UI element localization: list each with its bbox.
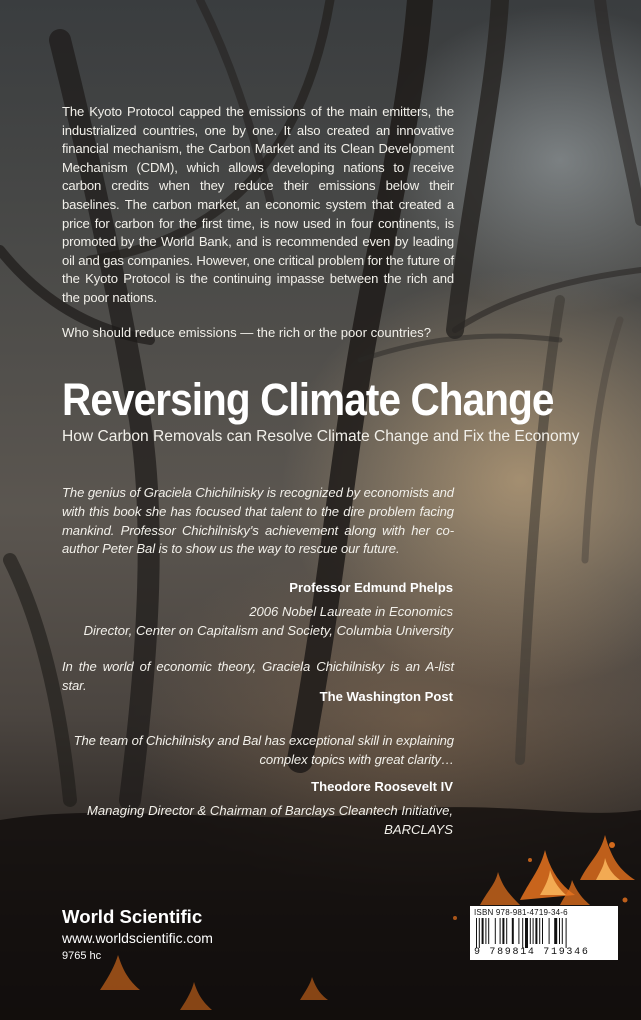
barcode-bar (539, 918, 540, 944)
barcode-bar (512, 918, 514, 944)
endorsement-role-line: 2006 Nobel Laureate in Economics (249, 604, 453, 619)
barcode-bar (566, 918, 567, 948)
isbn-barcode (470, 906, 618, 960)
barcode-bar (522, 918, 523, 948)
barcode-bar (476, 918, 477, 948)
barcode-bar (559, 918, 560, 944)
barcode-bar (482, 918, 484, 944)
barcode-bar (533, 918, 534, 944)
barcode-bar (488, 918, 489, 944)
barcode-bar (500, 918, 501, 944)
book-title: Reversing Climate Change (62, 374, 554, 425)
endorsement-author-washington-post: The Washington Post (319, 689, 453, 704)
barcode-bar (549, 918, 550, 944)
publisher-code: 9765 hc (62, 950, 102, 962)
barcode-digits: 9 789814 719346 (474, 947, 590, 958)
endorsement-quote-line: The team of Chichilnisky and Bal has exceptional skill in explaining (73, 733, 454, 748)
barcode-bar (495, 918, 496, 944)
barcode-bar (506, 918, 507, 944)
endorsement-quote-washington-post: In the world of economic theory, Graciela Chichilnisky is an A-list star. (62, 659, 454, 693)
barcode-bar (530, 918, 531, 944)
barcode-bar (562, 918, 563, 944)
publisher-website: www.worldscientific.com (62, 930, 213, 946)
endorsement-quote-phelps: The genius of Graciela Chichilnisky is recognized by economists and with this book she has focused that talent to the dire problem facing mankind. Professor Chichilnisky's achievement along with her co-author Peter Bal is to show us the way to rescue our future. (62, 485, 454, 557)
barcode-bar (479, 918, 480, 948)
isbn-number: ISBN 978-981-4719-34-6 (474, 908, 568, 917)
barcode-bar (502, 918, 504, 944)
endorsement-quote-line: complex topics with great clarity… (259, 751, 454, 767)
endorsement-role-line: Director, Center on Capitalism and Society, Columbia University (83, 622, 453, 638)
endorsement-role-line: Managing Director & Chairman of Barclays Cleantech Initiative, (86, 803, 453, 818)
barcode-bar (525, 918, 528, 948)
endorsement-role-line: BARCLAYS (384, 821, 453, 837)
barcode-bar (554, 918, 557, 944)
publisher-name: World Scientific (62, 906, 203, 927)
barcode-bars (474, 918, 614, 948)
endorsement-role-phelps (84, 603, 453, 641)
endorsement-role-roosevelt (87, 802, 453, 840)
barcode-bar (535, 918, 537, 944)
barcode-bar (518, 918, 519, 944)
endorsement-author-roosevelt: Theodore Roosevelt IV (311, 779, 453, 794)
intro-question: Who should reduce emissions — the rich or the poor countries? (62, 325, 431, 340)
barcode-bar (542, 918, 543, 944)
endorsement-quote-roosevelt (62, 732, 454, 770)
book-subtitle: How Carbon Removals can Resolve Climate Change and Fix the Economy (62, 428, 580, 445)
endorsement-author-phelps: Professor Edmund Phelps (289, 580, 453, 595)
intro-paragraph: The Kyoto Protocol capped the emissions of the main emitters, the industrialized countries, one by one. It also created an innovative financial mechanism, the Carbon Market and its Clean Development Mechanism (CDM), which allows developing nations to receive carbon credits when they reduce their emissions below their baselines. The carbon market, an economic system that created a price for carbon for the first time, is now used in four continents, is promoted by the World Bank, and is recommended even by leading oil and gas companies. However, one critical problem for the future of the Kyoto Protocol is the continuing impasse between the rich and the poor nations. (62, 104, 454, 305)
barcode-bar (485, 918, 486, 944)
